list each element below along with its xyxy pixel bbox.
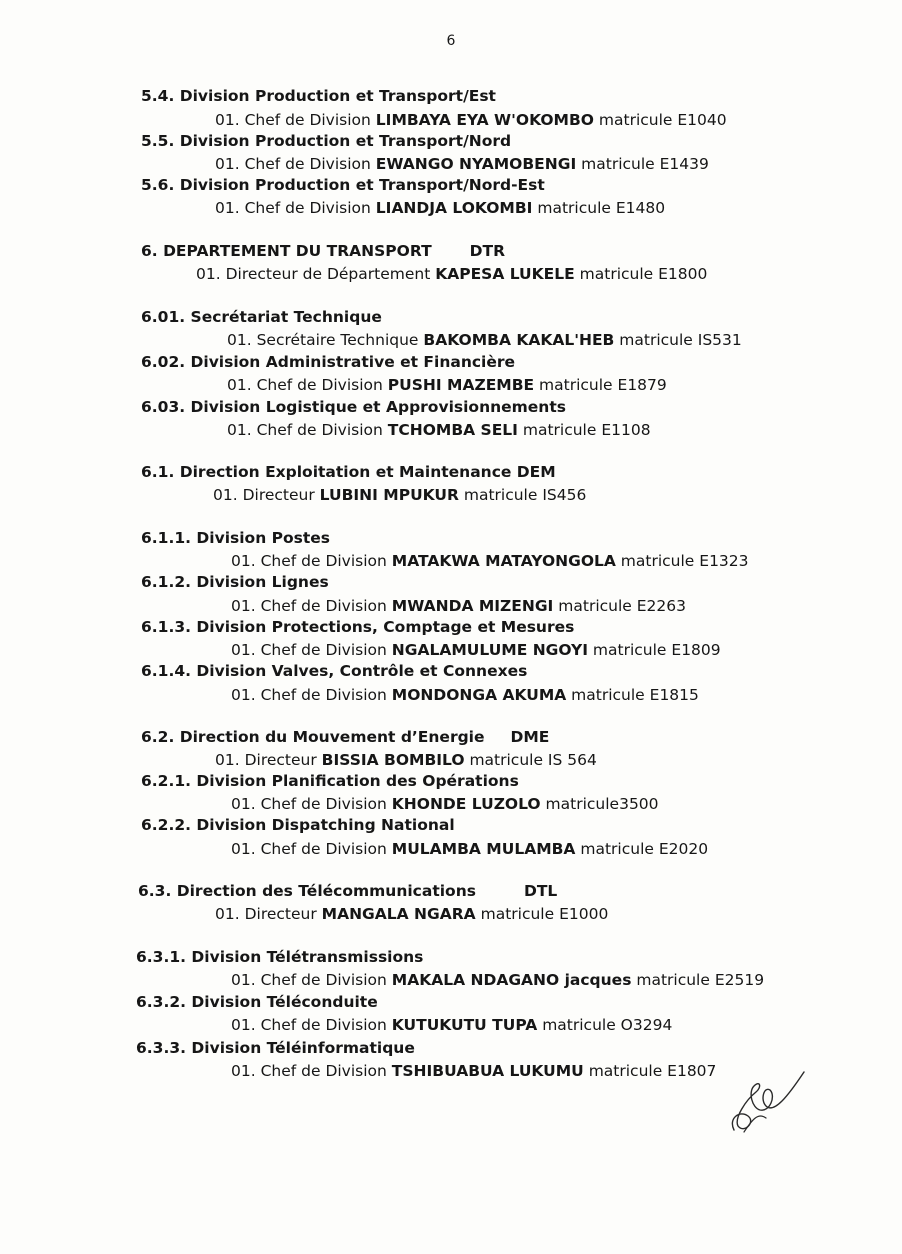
staff-entry [213, 485, 586, 505]
role-text: 01. Chef de Division [215, 111, 376, 129]
role-text: 01. Chef de Division [231, 552, 392, 570]
matricule-text: matricule E1807 [583, 1062, 717, 1080]
section-heading [141, 86, 496, 106]
staff-entry [231, 1015, 672, 1035]
section-heading [138, 881, 557, 901]
role-text: 01. Chef de Division [231, 1062, 392, 1080]
person-name: MATAKWA MATAYONGOLA [391, 552, 616, 570]
matricule-text: matricule E1108 [517, 421, 651, 439]
staff-entry [231, 1061, 716, 1081]
role-text: 01. Directeur de Département [196, 265, 436, 283]
staff-entry [215, 750, 597, 770]
matricule-text: matricule E1040 [593, 111, 727, 129]
role-text: 01. Chef de Division [231, 840, 392, 858]
role-text: 01. Secrétaire Technique [227, 331, 424, 349]
staff-entry [231, 839, 708, 859]
matricule-text: matricule E1439 [576, 155, 709, 173]
staff-entry [215, 154, 709, 174]
staff-entry [227, 330, 742, 350]
person-name: MANGALA NGARA [321, 905, 476, 923]
matricule-text: matricule O3294 [537, 1016, 673, 1034]
heading-text: 6.01. Secrétariat Technique [141, 308, 382, 326]
section-heading [141, 727, 549, 747]
person-name: EWANGO NYAMOBENGI [375, 155, 577, 173]
heading-text: 6.02. Division Administrative et Financière [141, 353, 516, 371]
section-heading [141, 528, 330, 548]
staff-entry [231, 551, 749, 571]
heading-text: 5.4. Division Production et Transport/Est [141, 87, 496, 105]
role-text: 01. Directeur [213, 486, 320, 504]
person-name: KUTUKUTU TUPA [391, 1016, 538, 1034]
department-code: DME [510, 728, 550, 746]
matricule-text: matricule3500 [540, 795, 659, 813]
person-name: KAPESA LUKELE [435, 265, 575, 283]
role-text: 01. Chef de Division [231, 686, 392, 704]
role-text: 01. Chef de Division [227, 376, 388, 394]
staff-entry [215, 904, 608, 924]
staff-entry [231, 596, 686, 616]
person-name: LUBINI MPUKUR [319, 486, 459, 504]
section-heading [141, 131, 511, 151]
person-name: MONDONGA AKUMA [391, 686, 567, 704]
matricule-text: matricule IS456 [458, 486, 587, 504]
section-heading [141, 661, 527, 681]
staff-entry [231, 640, 721, 660]
staff-entry [231, 685, 699, 705]
heading-text: 6.1. Direction Exploitation et Maintenance DEM [141, 463, 556, 481]
section-heading [141, 241, 505, 261]
department-code: DTR [469, 242, 506, 260]
section-heading [141, 462, 556, 482]
section-heading [141, 307, 382, 327]
section-heading [141, 617, 574, 637]
matricule-text: matricule IS531 [614, 331, 742, 349]
person-name: TCHOMBA SELI [387, 421, 518, 439]
department-code: DTL [523, 882, 558, 900]
section-heading [136, 947, 423, 967]
section-heading [136, 1038, 415, 1058]
staff-entry [227, 420, 651, 440]
person-name: KHONDE LUZOLO [391, 795, 541, 813]
role-text: 01. Chef de Division [227, 421, 388, 439]
heading-text: 6.3. Direction des Télécommunications [138, 882, 476, 900]
section-heading [136, 992, 378, 1012]
person-name: NGALAMULUME NGOYI [391, 641, 588, 659]
matricule-text: matricule E2519 [631, 971, 765, 989]
heading-text: 6. DEPARTEMENT DU TRANSPORT [141, 242, 432, 260]
role-text: 01. Directeur [215, 751, 322, 769]
person-name: PUSHI MAZEMBE [387, 376, 535, 394]
staff-entry [227, 375, 667, 395]
heading-text: 6.1.4. Division Valves, Contrôle et Connexes [141, 662, 528, 680]
role-text: 01. Chef de Division [231, 795, 392, 813]
staff-entry [215, 110, 727, 130]
role-text: 01. Directeur [215, 905, 322, 923]
section-heading [141, 771, 519, 791]
person-name: MULAMBA MULAMBA [391, 840, 576, 858]
heading-text: 6.3.2. Division Téléconduite [136, 993, 378, 1011]
heading-text: 6.1.3. Division Protections, Comptage et Mesures [141, 618, 575, 636]
heading-text: 6.3.1. Division Télétransmissions [136, 948, 424, 966]
section-heading [141, 815, 455, 835]
heading-text: 5.6. Division Production et Transport/Nord-Est [141, 176, 545, 194]
matricule-text: matricule E1879 [534, 376, 667, 394]
role-text: 01. Chef de Division [231, 641, 392, 659]
role-text: 01. Chef de Division [231, 597, 392, 615]
role-text: 01. Chef de Division [231, 1016, 392, 1034]
matricule-text: matricule E1809 [588, 641, 721, 659]
section-heading [141, 352, 515, 372]
person-name: BAKOMBA KAKAL'HEB [423, 331, 615, 349]
role-text: 01. Chef de Division [215, 155, 376, 173]
section-heading [141, 572, 329, 592]
matricule-text: matricule E1000 [475, 905, 609, 923]
person-name: LIANDJA LOKOMBI [375, 199, 533, 217]
section-heading [141, 397, 566, 417]
person-name: MAKALA NDAGANO jacques [391, 971, 632, 989]
heading-text: 5.5. Division Production et Transport/Nord [141, 132, 512, 150]
matricule-text: matricule E2263 [553, 597, 686, 615]
matricule-text: matricule E1323 [615, 552, 749, 570]
heading-text: 6.2.1. Division Planification des Opérations [141, 772, 519, 790]
handwritten-signature [726, 1060, 806, 1140]
matricule-text: matricule E2020 [575, 840, 709, 858]
staff-entry [196, 264, 707, 284]
section-heading [141, 175, 545, 195]
role-text: 01. Chef de Division [231, 971, 392, 989]
staff-entry [231, 794, 659, 814]
heading-text: 6.2.2. Division Dispatching National [141, 816, 455, 834]
matricule-text: matricule E1480 [532, 199, 666, 217]
person-name: BISSIA BOMBILO [321, 751, 465, 769]
page-number: 6 [446, 33, 456, 49]
matricule-text: matricule E1800 [574, 265, 708, 283]
heading-text: 6.03. Division Logistique et Approvisionnements [141, 398, 566, 416]
person-name: LIMBAYA EYA W'OKOMBO [375, 111, 594, 129]
heading-text: 6.3.3. Division Téléinformatique [136, 1039, 415, 1057]
person-name: TSHIBUABUA LUKUMU [391, 1062, 584, 1080]
matricule-text: matricule IS 564 [464, 751, 597, 769]
person-name: MWANDA MIZENGI [391, 597, 554, 615]
matricule-text: matricule E1815 [566, 686, 699, 704]
heading-text: 6.1.2. Division Lignes [141, 573, 329, 591]
role-text: 01. Chef de Division [215, 199, 376, 217]
heading-text: 6.2. Direction du Mouvement d’Energie [141, 728, 485, 746]
heading-text: 6.1.1. Division Postes [141, 529, 331, 547]
staff-entry [215, 198, 665, 218]
staff-entry [231, 970, 764, 990]
